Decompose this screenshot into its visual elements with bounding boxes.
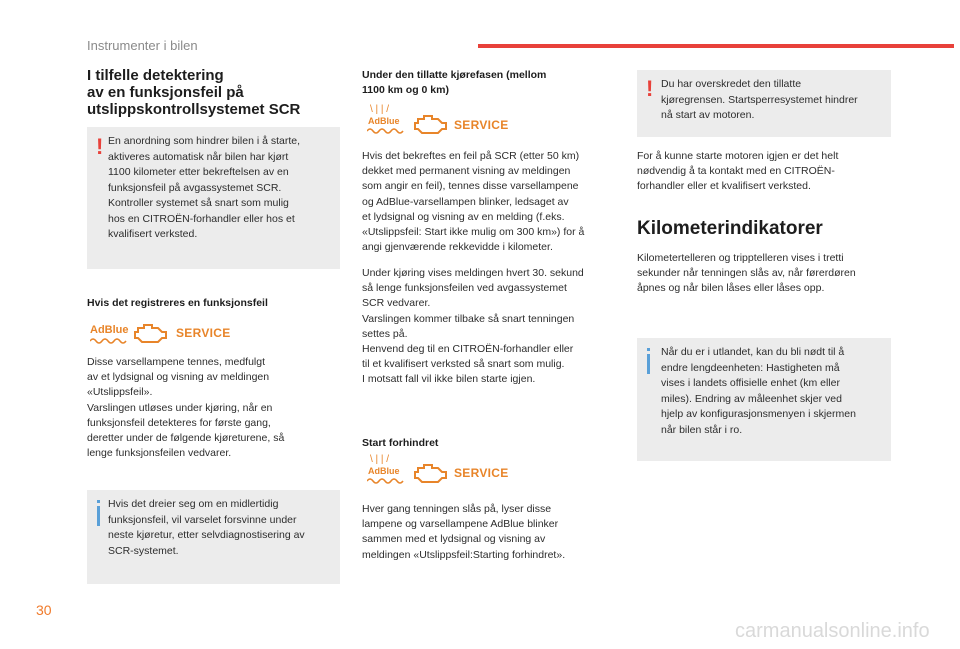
- kilometer-paragraph: Kilometertelleren og tripptelleren vises i tretti sekunder når tenningen slås av, når førerdøren åpnes og når bilen låses eller låses opp.: [637, 252, 856, 295]
- info-box: [87, 490, 340, 584]
- warning-lamps-row-2: [364, 104, 509, 140]
- info-text: Hvis det dreier seg om en midlertidig funksjonsfeil, vil varselet forsvinne under neste kjøretur, etter selvdiagnostisering av SCR-systemet.: [108, 498, 305, 557]
- adblue-icon: AdBlue: [368, 466, 400, 476]
- flash-rays-icon: \ | | /: [370, 104, 390, 115]
- page-number: 30: [36, 602, 52, 618]
- watermark: carmanualsonline.info: [735, 620, 930, 642]
- section-header: Instrumenter i bilen: [87, 38, 198, 53]
- flash-rays-icon: \ | | /: [370, 454, 390, 465]
- kilometer-heading: Kilometerindikatorer: [637, 218, 823, 239]
- warning-text: Du har overskredet den tillatte kjøregrensen. Startsperresystemet hindrer nå start av motoren.: [661, 78, 858, 121]
- warning-exclamation-icon: !: [646, 76, 654, 101]
- service-icon: SERVICE: [454, 118, 509, 132]
- subheading-allowed-driving: Under den tillatte kjørefasen (mellom 1100 km og 0 km): [362, 69, 547, 96]
- fault-paragraph: Disse varsellampene tennes, medfulgt av et lydsignal og visning av meldingen «Utslippsfeil». Varslingen utløses under kjøring, når en funksjonsfeil detekteres for første gang, deretter under de følgende kjøreturene, så lenge funksjonsfeilen vedvarer.: [87, 356, 285, 460]
- adblue-wave-icon: [367, 127, 407, 135]
- warning-exclamation-icon: !: [96, 134, 104, 159]
- info-icon: [647, 354, 650, 374]
- adblue-wave-icon: [90, 337, 130, 345]
- info-icon: [97, 506, 100, 526]
- adblue-icon: AdBlue: [90, 324, 129, 336]
- warning-text: En anordning som hindrer bilen i å starte, aktiveres automatisk når bilen har kjørt 1100 kilometer etter bekreftelsen av en funksjonsfeil på avgassystemet SCR. Kontroller systemet så snart som mulig hos en CITROËN-forhandler eller hos et kvalifisert verksted.: [108, 135, 301, 240]
- restart-paragraph: For å kunne starte motoren igjen er det helt nødvendig å ta kontakt med en CITROËN- forhandler eller et kvalifisert verksted.: [637, 150, 839, 193]
- service-icon: SERVICE: [176, 326, 231, 340]
- adblue-wave-icon: [367, 477, 407, 485]
- start-prevented-paragraph: Hver gang tenningen slås på, lyser disse lampene og varsellampene AdBlue blinker sammen med et lydsignal og visning av meldingen «Utslippsfeil:Starting forhindret».: [362, 503, 566, 561]
- allowed-driving-paragraph: Hvis det bekreftes en feil på SCR (etter 50 km) dekket med permanent visning av meldingen som angir en feil), tennes disse varsellampene og AdBlue-varsellampen blinker, ledsaget av et lydsignal og visning av en melding (f.eks. «Utslippsfeil: Start ikke mulig om 300 km») for å angi gjenværende rekkevidde i kilometer.: [362, 150, 585, 254]
- service-icon: SERVICE: [454, 466, 509, 480]
- subheading-start-prevented: Start forhindret: [362, 437, 439, 449]
- warning-lamps-row-3: [364, 454, 509, 490]
- adblue-icon: AdBlue: [368, 116, 400, 126]
- warning-box-2: [637, 70, 891, 137]
- warning-box: [87, 127, 340, 269]
- info-box-2: [637, 338, 891, 461]
- engine-icon: [414, 462, 448, 484]
- header-accent-bar: [478, 44, 954, 48]
- engine-icon: [134, 322, 168, 344]
- section-heading: I tilfelle detektering av en funksjonsfeil på utslippskontrollsystemet SCR: [87, 67, 301, 118]
- subheading-fault-detected: Hvis det registreres en funksjonsfeil: [87, 297, 268, 309]
- driving-message-paragraph: Under kjøring vises meldingen hvert 30. sekund så lenge funksjonsfeilen ved avgassystemet SCR vedvarer. Varslingen kommer tilbake så snart tenningen settes på. Henvend deg til en CITROËN-forhandler eller til et kvalifisert verksted så snart som mulig. I motsatt fall vil ikke bilen starte igjen.: [362, 267, 584, 386]
- engine-icon: [414, 113, 448, 135]
- warning-lamps-row: [90, 320, 230, 348]
- info-text: Når du er i utlandet, kan du bli nødt til å endre lengdeenheten: Hastigheten må vises i landets offisielle enhet (km eller miles). Endring av måleenhet skjer ved hjelp av konfigurasjonsmenyen i skjermen når bilen står i ro.: [661, 346, 856, 436]
